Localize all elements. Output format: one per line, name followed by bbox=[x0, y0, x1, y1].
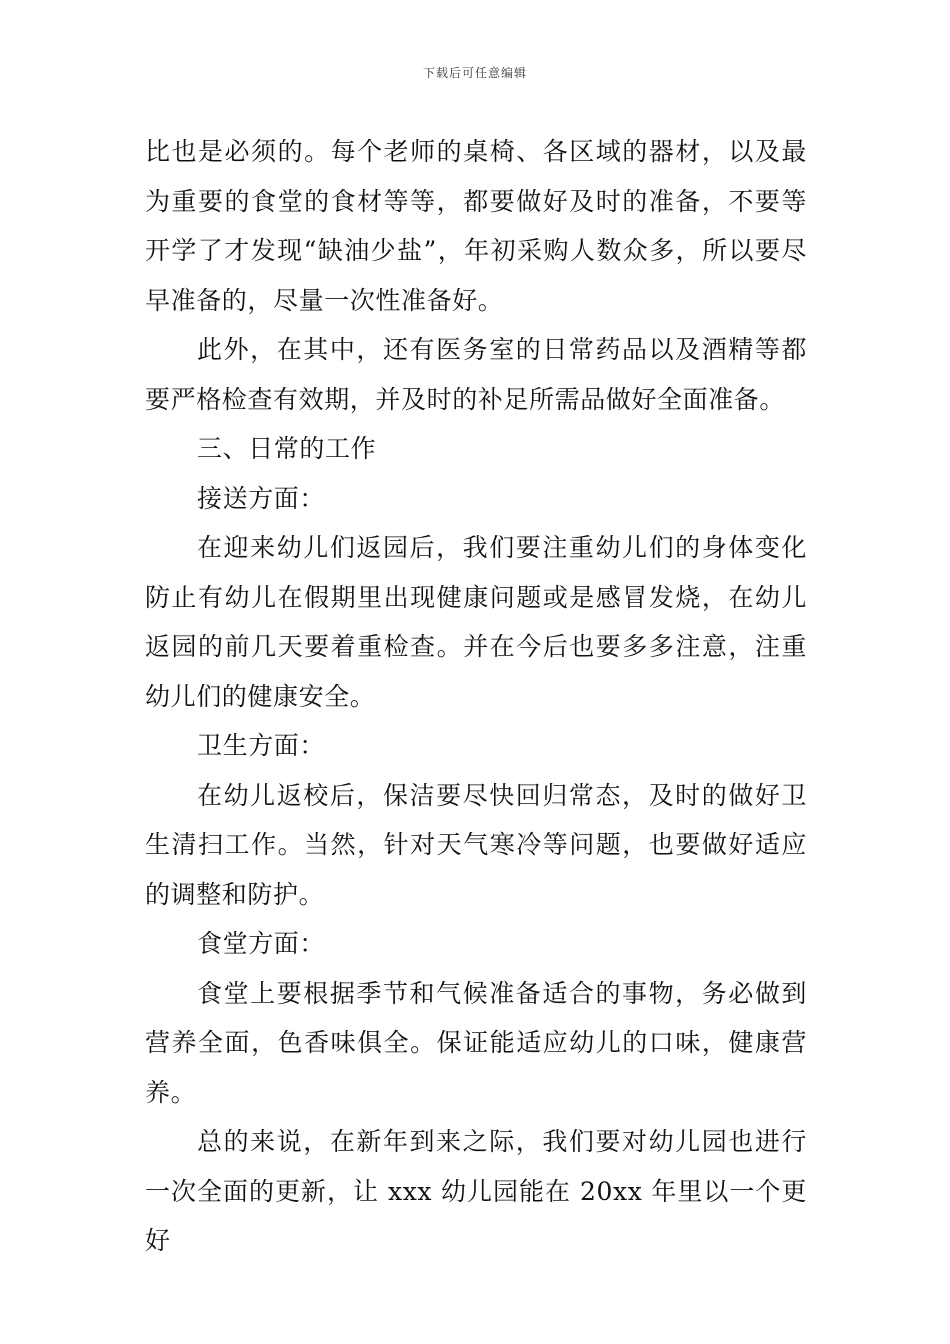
paragraph-supplies-continued: 比也是必须的。每个老师的桌椅、各区域的器材，以及最为重要的食堂的食材等等，都要做好及时的准备，不要等开学了才发现“缺油少盐”，年初采购人数众多，所以要尽早准备的，尽量一次性准备好。 bbox=[145, 137, 807, 315]
paragraph-canteen: 食堂上要根据季节和气候准备适合的事物，务必做到营养全面，色香味俱全。保证能适应幼儿的口味，健康营养。 bbox=[145, 978, 807, 1107]
paragraph-hygiene: 在幼儿返校后，保洁要尽快回归常态，及时的做好卫生清扫工作。当然，针对天气寒冷等问题，也要做好适应的调整和防护。 bbox=[145, 780, 807, 909]
section-heading-daily-work: 三、日常的工作 bbox=[197, 434, 377, 463]
document-body bbox=[145, 127, 807, 1266]
subheading-canteen: 食堂方面： bbox=[197, 929, 326, 958]
subheading-hygiene: 卫生方面： bbox=[197, 731, 326, 760]
page-header: 下载后可任意编辑 bbox=[422, 66, 527, 80]
paragraph-medical-room: 此外，在其中，还有医务室的日常药品以及酒精等都要严格检查有效期，并及时的补足所需品做好全面准备。 bbox=[145, 335, 807, 414]
subheading-pickup: 接送方面： bbox=[197, 483, 326, 513]
paragraph-summary: 总的来说，在新年到来之际，我们要对幼儿园也进行一次全面的更新，让 xxx 幼儿园能在 20xx 年里以一个更好 bbox=[145, 1127, 807, 1255]
paragraph-pickup: 在迎来幼儿们返园后，我们要注重幼儿们的身体变化防止有幼儿在假期里出现健康问题或是感冒发烧，在幼儿返园的前几天要着重检查。并在今后也要多多注意，注重幼儿们的健康安全。 bbox=[145, 533, 807, 711]
